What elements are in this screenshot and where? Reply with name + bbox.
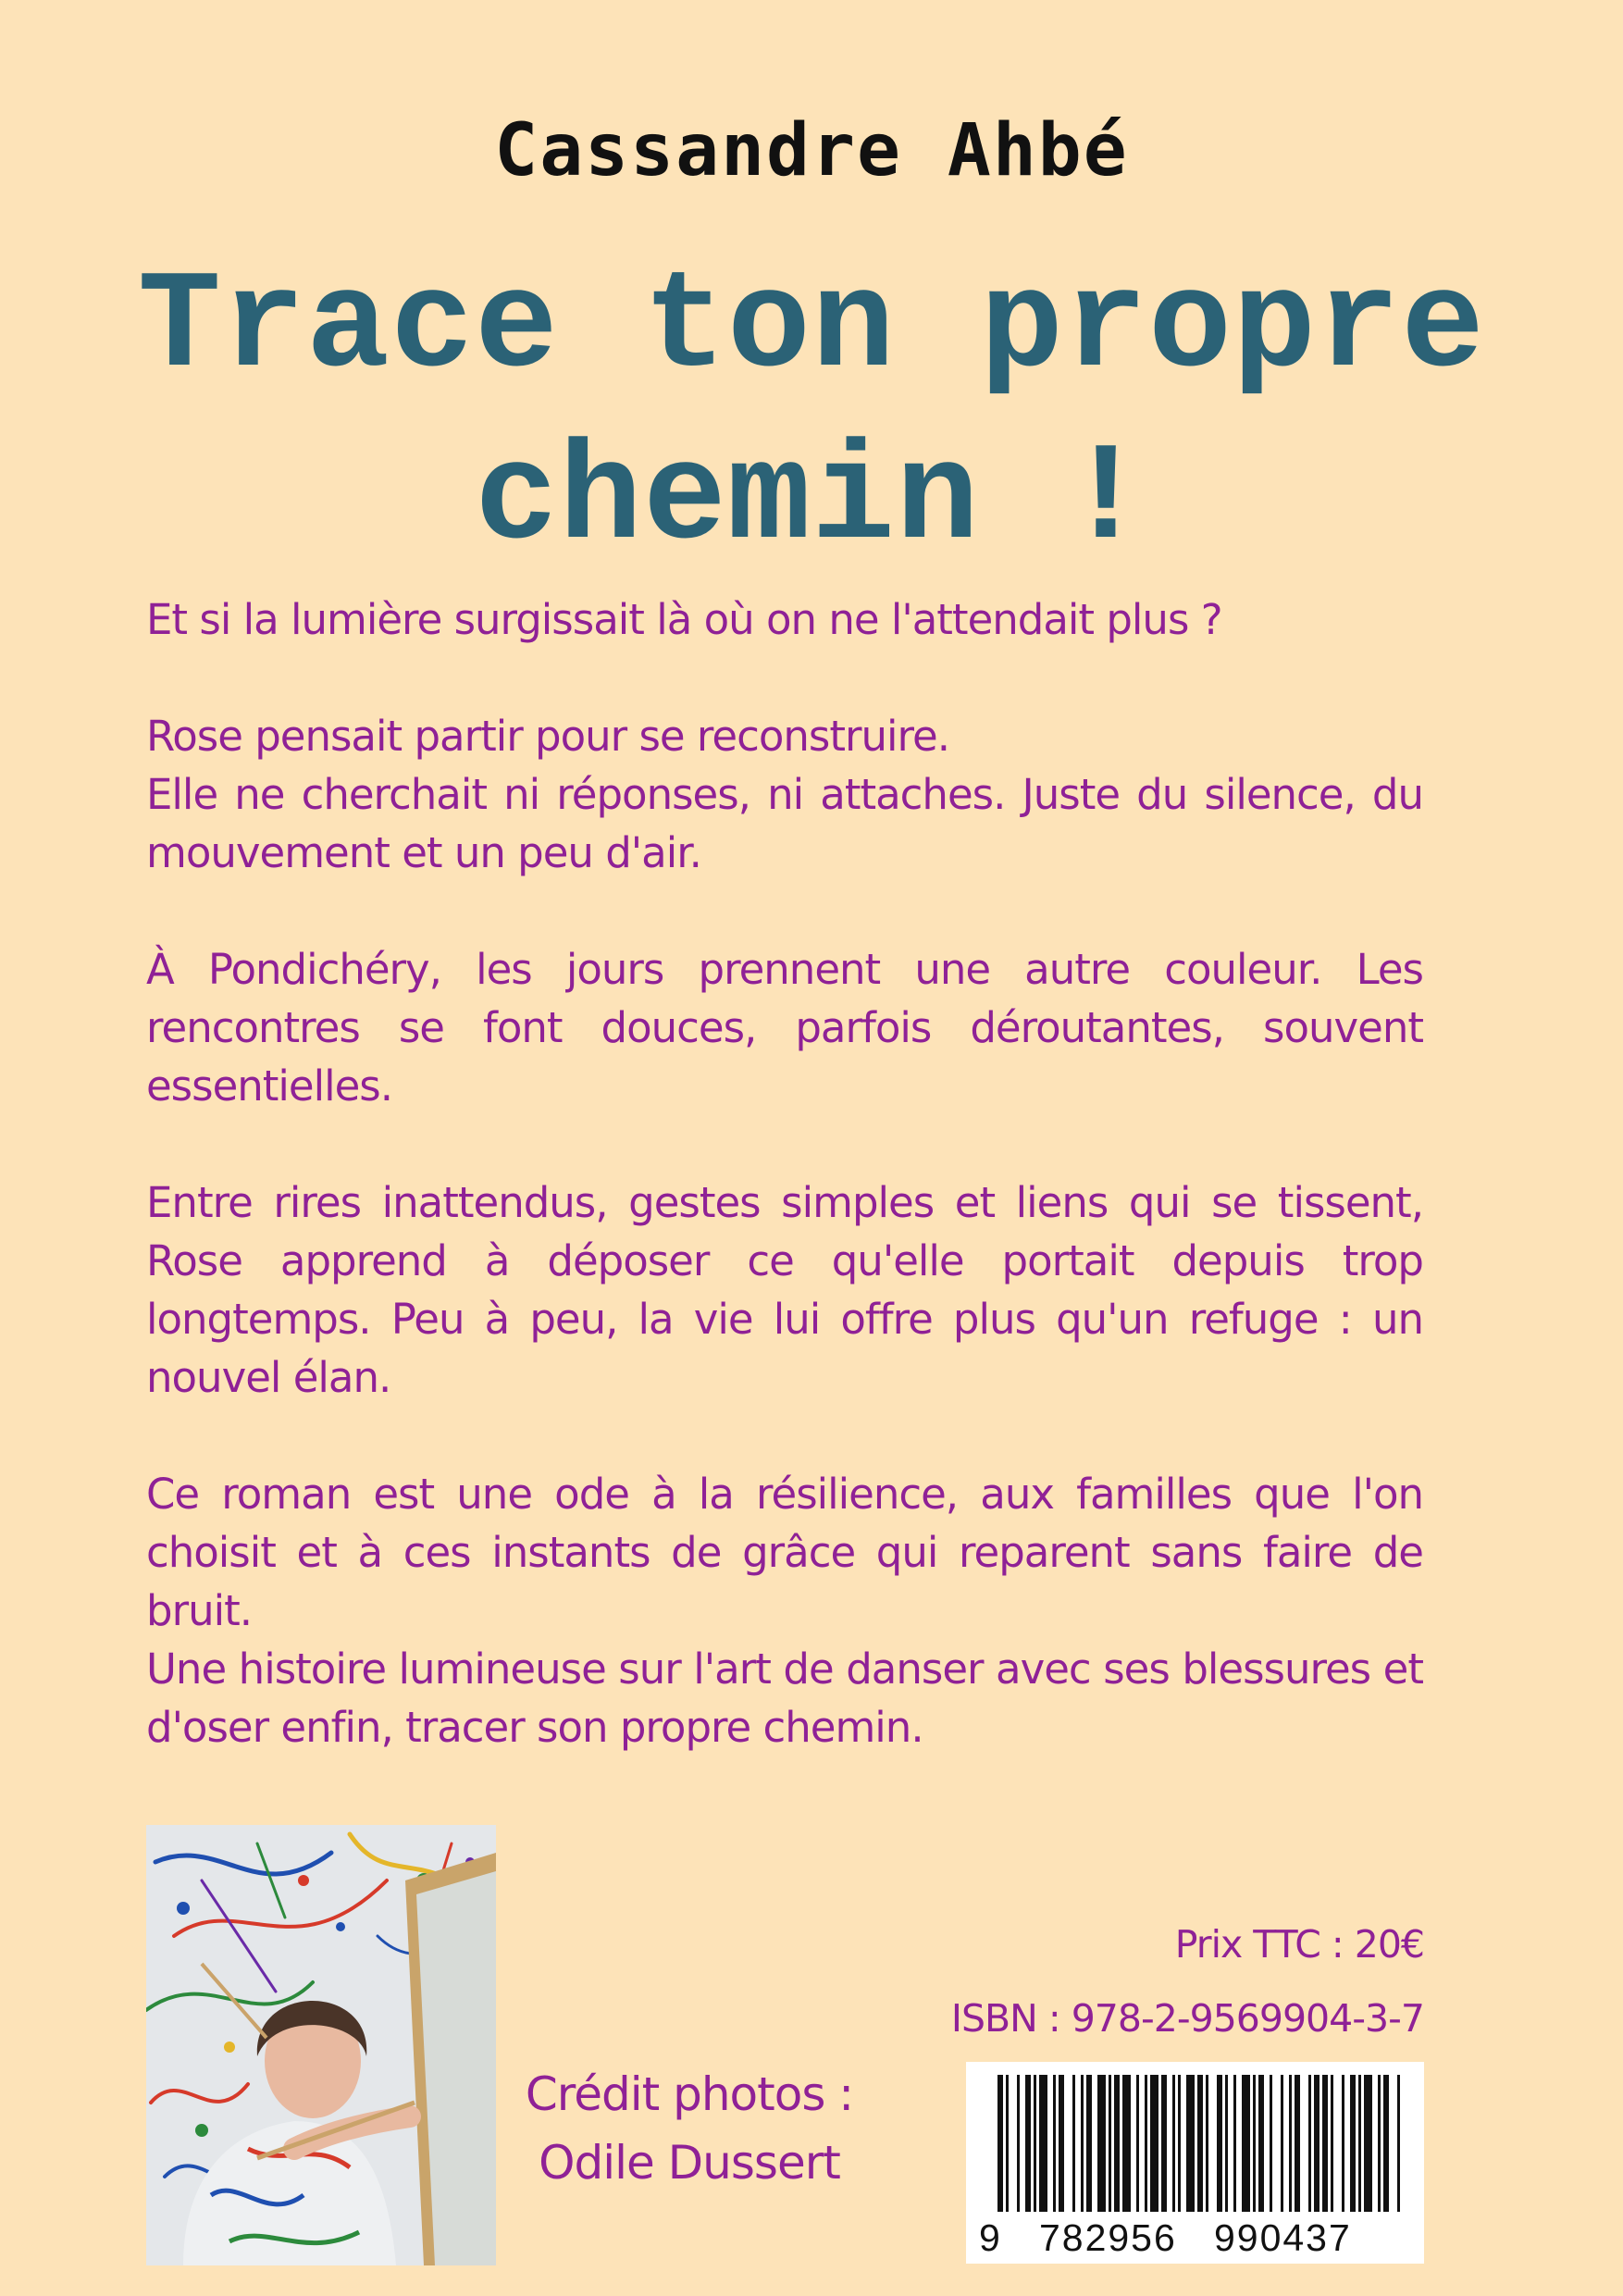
barcode-bar bbox=[1034, 2075, 1036, 2212]
barcode-bar bbox=[1242, 2075, 1250, 2212]
barcode-bar bbox=[1025, 2075, 1031, 2212]
barcode-bar bbox=[1059, 2075, 1064, 2212]
barcode-bar bbox=[1289, 2075, 1292, 2212]
barcode-bar bbox=[1378, 2075, 1381, 2212]
barcode-bar bbox=[1114, 2075, 1120, 2212]
author-photo bbox=[146, 1825, 496, 2265]
barcode-bar bbox=[1270, 2075, 1272, 2212]
blurb-paragraph: Ce roman est une ode à la résilience, aux familles que l'on choisit et à ces instants de grâce qui reparent sans faire de bruit. bbox=[146, 1470, 1423, 1635]
barcode-bar bbox=[1233, 2075, 1236, 2212]
book-title-line-1: Trace ton propre bbox=[137, 250, 1486, 407]
photo-credit bbox=[504, 2060, 874, 2197]
barcode-bar bbox=[1072, 2075, 1075, 2212]
barcode-bar bbox=[1364, 2075, 1372, 2212]
barcode-bar bbox=[1314, 2075, 1319, 2212]
barcode-bar bbox=[1295, 2075, 1300, 2212]
barcode-bar bbox=[1253, 2075, 1256, 2212]
barcode-bar bbox=[1081, 2075, 1084, 2212]
isbn-barcode bbox=[966, 2062, 1424, 2264]
barcode-bar bbox=[1086, 2075, 1092, 2212]
blurb-paragraph: Et si la lumière surgissait là où on ne l'attendait plus ? bbox=[146, 595, 1222, 644]
barcode-digits: 9 782956 990437 bbox=[979, 2216, 1352, 2259]
barcode-bar bbox=[1097, 2075, 1106, 2212]
barcode-bar bbox=[1006, 2075, 1009, 2212]
barcode-bar bbox=[1150, 2075, 1158, 2212]
barcode-bar bbox=[1136, 2075, 1139, 2212]
barcode-bar bbox=[1017, 2075, 1020, 2212]
photo-credit-label: Crédit photos : bbox=[525, 2067, 854, 2121]
barcode-bar bbox=[1217, 2075, 1222, 2212]
blurb-paragraph: À Pondichéry, les jours prennent une autre couleur. Les rencontres se font douces, parfois déroutantes, souvent essentielles. bbox=[146, 945, 1423, 1111]
blurb-paragraph: Rose pensait partir pour se reconstruire. bbox=[146, 712, 950, 761]
barcode-bar bbox=[1172, 2075, 1175, 2212]
book-title bbox=[0, 242, 1623, 587]
barcode-bar bbox=[1281, 2075, 1283, 2212]
barcode-bar bbox=[1039, 2075, 1047, 2212]
author-name: Cassandre Ahbé bbox=[494, 109, 1129, 192]
barcode-bar bbox=[1122, 2075, 1131, 2212]
book-title-line-2: chemin ! bbox=[474, 422, 1149, 579]
blurb-paragraph: Une histoire lumineuse sur l'art de danser avec ses blessures et d'oser enfin, tracer son propre chemin. bbox=[146, 1644, 1423, 1752]
barcode-bar bbox=[1186, 2075, 1195, 2212]
barcode-bar bbox=[1225, 2075, 1228, 2212]
barcode-bar bbox=[1178, 2075, 1181, 2212]
barcode-bar bbox=[997, 2075, 1003, 2212]
barcode-bar bbox=[1350, 2075, 1356, 2212]
blurb-paragraph: Entre rires inattendus, gestes simples et liens qui se tissent, Rose apprend à déposer ce qu'elle portait depuis trop longtemps. Peu à peu, la vie lui offre plus qu'un refuge : un nouvel élan. bbox=[146, 1178, 1423, 1402]
photo-credit-name: Odile Dussert bbox=[539, 2136, 840, 2190]
barcode-bar bbox=[1342, 2075, 1344, 2212]
barcode-bar bbox=[1197, 2075, 1203, 2212]
price: Prix TTC : 20€ bbox=[1174, 1922, 1424, 1967]
blurb-paragraph: Elle ne cherchait ni réponses, ni attaches. Juste du silence, du mouvement et un peu d'air. bbox=[146, 770, 1423, 877]
barcode-bar bbox=[1053, 2075, 1056, 2212]
barcode-bar bbox=[1322, 2075, 1328, 2212]
barcode-bar bbox=[1331, 2075, 1333, 2212]
barcode-bar bbox=[1383, 2075, 1389, 2212]
barcode-bar bbox=[1358, 2075, 1361, 2212]
barcode-bar bbox=[1397, 2075, 1400, 2212]
barcode-bar bbox=[1161, 2075, 1167, 2212]
isbn: ISBN : 978-2-9569904-3-7 bbox=[950, 1996, 1424, 2041]
barcode-bar bbox=[1206, 2075, 1208, 2212]
back-cover-blurb bbox=[146, 590, 1423, 1756]
barcode-bar bbox=[1308, 2075, 1311, 2212]
barcode-bar bbox=[1109, 2075, 1111, 2212]
barcode-bar bbox=[1258, 2075, 1264, 2212]
barcode-bar bbox=[1145, 2075, 1147, 2212]
